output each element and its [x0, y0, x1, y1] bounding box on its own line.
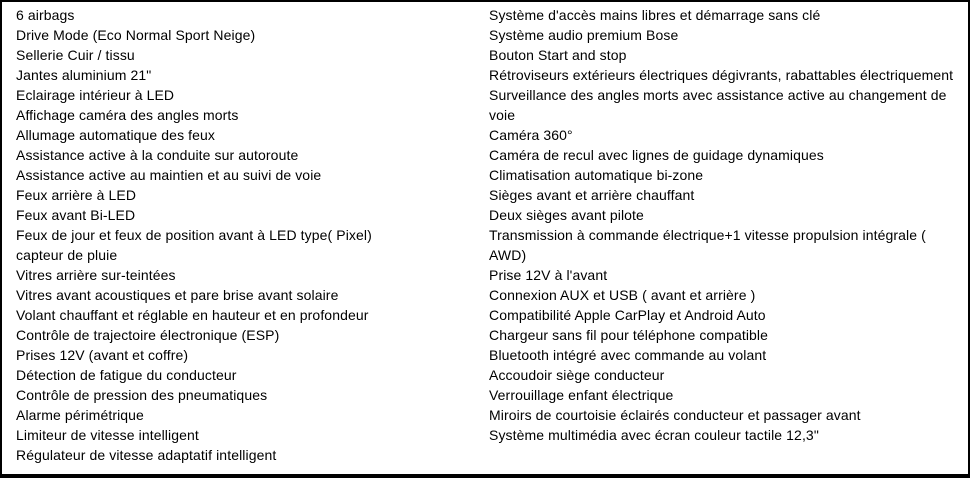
feature-line: Bluetooth intégré avec commande au volant: [489, 347, 767, 363]
feature-line: Caméra 360°: [489, 127, 573, 143]
feature-line: Sièges avant et arrière chauffant: [489, 187, 695, 203]
feature-line: Système audio premium Bose: [489, 27, 679, 43]
feature-line: Assistance active au maintien et au suivi de voie: [16, 167, 322, 183]
feature-line: Surveillance des angles morts avec assistance active au changement de: [489, 87, 947, 103]
feature-line: Caméra de recul avec lignes de guidage dynamiques: [489, 147, 824, 163]
feature-line: Feux de jour et feux de position avant à LED type( Pixel): [16, 227, 372, 243]
feature-line: voie: [489, 107, 516, 123]
feature-line: Vitres avant acoustiques et pare brise avant solaire: [16, 287, 339, 303]
feature-line: Prise 12V à l'avant: [489, 267, 608, 283]
equipment-column-right: [489, 5, 967, 445]
feature-line: Volant chauffant et réglable en hauteur et en profondeur: [16, 307, 369, 323]
feature-line: Affichage caméra des angles morts: [16, 107, 239, 123]
feature-line: Verrouillage enfant électrique: [489, 387, 674, 403]
feature-line: AWD): [489, 247, 527, 263]
feature-line: Connexion AUX et USB ( avant et arrière ): [489, 287, 756, 303]
feature-line: Transmission à commande électrique+1 vitesse propulsion intégrale (: [489, 227, 926, 243]
feature-line: Bouton Start and stop: [489, 47, 627, 63]
feature-line: Détection de fatigue du conducteur: [16, 367, 237, 383]
feature-line: Deux sièges avant pilote: [489, 207, 644, 223]
feature-line: Feux avant Bi-LED: [16, 207, 136, 223]
feature-line: Compatibilité Apple CarPlay et Android Auto: [489, 307, 766, 323]
feature-line: Sellerie Cuir / tissu: [16, 47, 135, 63]
feature-line: Système d'accès mains libres et démarrage sans clé: [489, 7, 821, 23]
feature-line: Contrôle de pression des pneumatiques: [16, 387, 268, 403]
feature-line: Eclairage intérieur à LED: [16, 87, 175, 103]
feature-line: Régulateur de vitesse adaptatif intelligent: [16, 447, 277, 463]
feature-line: Prises 12V (avant et coffre): [16, 347, 189, 363]
feature-line: Contrôle de trajectoire électronique (ESP): [16, 327, 280, 343]
feature-line: Miroirs de courtoisie éclairés conducteur et passager avant: [489, 407, 861, 423]
feature-line: Système multimédia avec écran couleur tactile 12,3": [489, 427, 819, 443]
feature-line: capteur de pluie: [16, 247, 118, 263]
feature-line: Assistance active à la conduite sur autoroute: [16, 147, 299, 163]
feature-line: Rétroviseurs extérieurs électriques dégivrants, rabattables électriquement: [489, 67, 954, 83]
feature-line: Climatisation automatique bi-zone: [489, 167, 704, 183]
feature-line: Drive Mode (Eco Normal Sport Neige): [16, 27, 256, 43]
feature-line: Feux arrière à LED: [16, 187, 137, 203]
feature-line: Vitres arrière sur-teintées: [16, 267, 176, 283]
feature-line: Accoudoir siège conducteur: [489, 367, 665, 383]
feature-line: Alarme périmétrique: [16, 407, 144, 423]
feature-line: Limiteur de vitesse intelligent: [16, 427, 199, 443]
feature-line: Jantes aluminium 21": [16, 67, 152, 83]
feature-line: Chargeur sans fil pour téléphone compatible: [489, 327, 769, 343]
equipment-column-left: [16, 5, 482, 465]
feature-line: Allumage automatique des feux: [16, 127, 216, 143]
feature-line: 6 airbags: [16, 7, 75, 23]
